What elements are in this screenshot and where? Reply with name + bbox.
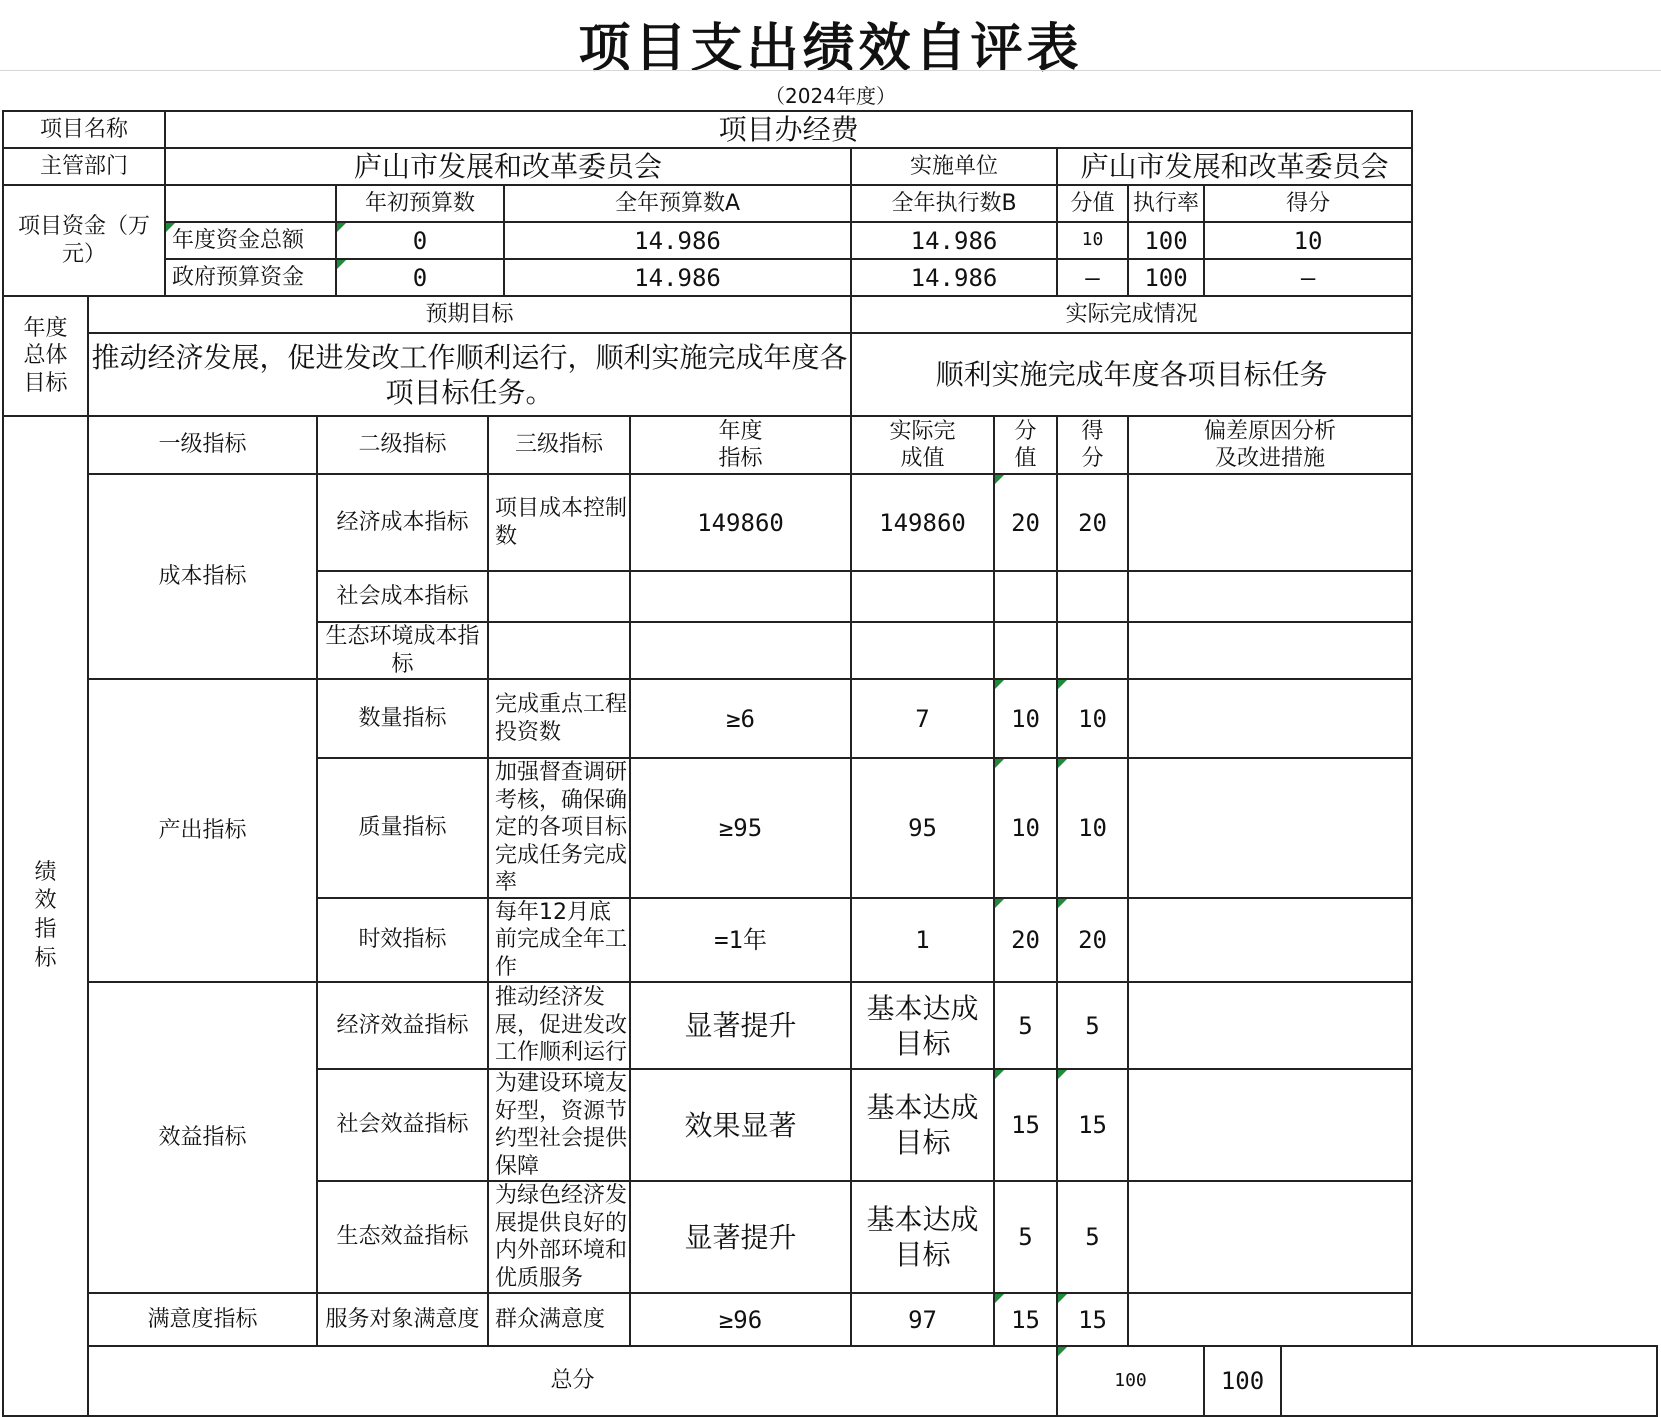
indicator-analysis	[1128, 1069, 1412, 1181]
project-name-value: 项目办经费	[165, 111, 1412, 148]
indicator-score-value: 20	[994, 474, 1057, 571]
indicator-annual: ≥95	[630, 758, 851, 898]
funds-rate: 100	[1128, 259, 1204, 296]
expected-goal-header: 预期目标	[88, 296, 851, 333]
indicator-annual: ≥6	[630, 679, 851, 758]
funds-score-value: —	[1057, 259, 1128, 296]
indicator-level2: 社会效益指标	[317, 1069, 488, 1181]
indicator-level3: 为绿色经济发展提供良好的内外部环境和优质服务	[488, 1181, 630, 1293]
actual-completion-text: 顺利实施完成年度各项目标任务	[851, 333, 1412, 416]
indicator-analysis	[1128, 474, 1412, 571]
indicator-score-value: 10	[994, 758, 1057, 898]
funds-header-initial: 年初预算数	[336, 185, 504, 222]
indicator-annual	[630, 622, 851, 679]
indicator-score: 10	[1057, 758, 1128, 898]
total-score-value: 100	[1057, 1346, 1204, 1416]
indicator-actual: 149860	[851, 474, 994, 571]
indicator-annual: 显著提升	[630, 1181, 851, 1293]
funds-header-annual: 全年预算数A	[504, 185, 851, 222]
expected-goal-text: 推动经济发展，促进发改工作顺利运行，顺利实施完成年度各项目标任务。	[88, 333, 851, 416]
indicator-actual: 基本达成目标	[851, 1181, 994, 1293]
indicator-annual: 显著提升	[630, 982, 851, 1069]
indicator-score-value: 20	[994, 898, 1057, 983]
indicator-score: 10	[1057, 679, 1128, 758]
funds-score: —	[1204, 259, 1412, 296]
indicator-actual: 95	[851, 758, 994, 898]
header-level3: 三级指标	[488, 416, 630, 474]
indicator-level2: 经济成本指标	[317, 474, 488, 571]
header-level2: 二级指标	[317, 416, 488, 474]
indicator-score-value: 5	[994, 1181, 1057, 1293]
group-satisfaction: 满意度指标	[88, 1293, 317, 1346]
funds-row-label: 政府预算资金	[165, 259, 336, 296]
indicator-score: 5	[1057, 1181, 1128, 1293]
funds-score: 10	[1204, 222, 1412, 259]
indicator-level3	[488, 571, 630, 622]
total-blank	[1281, 1346, 1657, 1416]
funds-header-score: 得分	[1204, 185, 1412, 222]
indicator-annual: 效果显著	[630, 1069, 851, 1181]
indicator-annual: =1年	[630, 898, 851, 983]
funds-initial: 0	[336, 259, 504, 296]
indicator-score: 15	[1057, 1069, 1128, 1181]
funds-score-value: 10	[1057, 222, 1128, 259]
header-score: 得分	[1057, 416, 1128, 474]
performance-indicators-label: 绩效指标	[3, 416, 88, 1416]
indicator-level2: 时效指标	[317, 898, 488, 983]
group-cost: 成本指标	[88, 474, 317, 679]
indicator-level3	[488, 622, 630, 679]
indicator-actual: 7	[851, 679, 994, 758]
header-level1: 一级指标	[88, 416, 317, 474]
funds-initial: 0	[336, 222, 504, 259]
group-output: 产出指标	[88, 679, 317, 982]
indicator-level3: 加强督查调研考核，确保确定的各项目标完成任务完成率	[488, 758, 630, 898]
header-analysis: 偏差原因分析及改进措施	[1128, 416, 1412, 474]
funds-header-executed: 全年执行数B	[851, 185, 1057, 222]
header-actual: 实际完成值	[851, 416, 994, 474]
indicator-level2: 社会成本指标	[317, 571, 488, 622]
funds-blank-header	[165, 185, 336, 222]
indicator-level3: 为建设环境友好型，资源节约型社会提供保障	[488, 1069, 630, 1181]
indicator-score: 5	[1057, 982, 1128, 1069]
indicator-score-value: 5	[994, 982, 1057, 1069]
group-benefit: 效益指标	[88, 982, 317, 1293]
funds-executed: 14.986	[851, 222, 1057, 259]
funds-executed: 14.986	[851, 259, 1057, 296]
funds-header-rate: 执行率	[1128, 185, 1204, 222]
indicator-level2: 生态效益指标	[317, 1181, 488, 1293]
indicator-actual: 基本达成目标	[851, 982, 994, 1069]
funds-row-label: 年度资金总额	[165, 222, 336, 259]
indicator-score: 20	[1057, 898, 1128, 983]
funds-rate: 100	[1128, 222, 1204, 259]
indicator-analysis	[1128, 679, 1412, 758]
indicator-level3: 推动经济发展，促进发改工作顺利运行	[488, 982, 630, 1069]
evaluation-table	[2, 110, 1658, 1417]
indicator-score: 15	[1057, 1293, 1128, 1346]
indicator-level2: 生态环境成本指标	[317, 622, 488, 679]
indicator-analysis	[1128, 571, 1412, 622]
indicator-level2: 质量指标	[317, 758, 488, 898]
page-title: 项目支出绩效自评表	[578, 18, 1083, 79]
total-score: 100	[1204, 1346, 1281, 1416]
indicator-level3: 完成重点工程投资数	[488, 679, 630, 758]
indicator-level2: 服务对象满意度	[317, 1293, 488, 1346]
indicator-actual	[851, 571, 994, 622]
annual-goals-label: 年度总体目标	[3, 296, 88, 416]
year-subtitle: （2024年度）	[765, 84, 896, 108]
indicator-level3: 每年12月底前完成全年工作	[488, 898, 630, 983]
indicator-actual	[851, 622, 994, 679]
funds-label: 项目资金（万元）	[3, 185, 165, 296]
indicator-annual: 149860	[630, 474, 851, 571]
indicator-actual: 97	[851, 1293, 994, 1346]
department-label: 主管部门	[3, 148, 165, 185]
implementing-unit-label: 实施单位	[851, 148, 1057, 185]
implementing-unit-value: 庐山市发展和改革委员会	[1057, 148, 1412, 185]
indicator-level2: 数量指标	[317, 679, 488, 758]
header-annual: 年度指标	[630, 416, 851, 474]
indicator-score-value: 15	[994, 1293, 1057, 1346]
funds-annual: 14.986	[504, 259, 851, 296]
funds-header-score-value: 分值	[1057, 185, 1128, 222]
indicator-analysis	[1128, 622, 1412, 679]
indicator-analysis	[1128, 758, 1412, 898]
indicator-level3: 项目成本控制数	[488, 474, 630, 571]
indicator-analysis	[1128, 982, 1412, 1069]
indicator-annual: ≥96	[630, 1293, 851, 1346]
total-label: 总分	[88, 1346, 1057, 1416]
indicator-annual	[630, 571, 851, 622]
indicator-level3: 群众满意度	[488, 1293, 630, 1346]
indicator-actual: 基本达成目标	[851, 1069, 994, 1181]
indicator-score-value: 15	[994, 1069, 1057, 1181]
indicator-score	[1057, 622, 1128, 679]
department-value: 庐山市发展和改革委员会	[165, 148, 851, 185]
indicator-analysis	[1128, 1181, 1412, 1293]
indicator-score-value: 10	[994, 679, 1057, 758]
indicator-score	[1057, 571, 1128, 622]
project-name-label: 项目名称	[3, 111, 165, 148]
header-score-value: 分值	[994, 416, 1057, 474]
indicator-analysis	[1128, 1293, 1412, 1346]
indicator-score-value	[994, 571, 1057, 622]
divider	[0, 70, 1661, 71]
indicator-level2: 经济效益指标	[317, 982, 488, 1069]
indicator-score-value	[994, 622, 1057, 679]
actual-completion-header: 实际完成情况	[851, 296, 1412, 333]
indicator-score: 20	[1057, 474, 1128, 571]
funds-annual: 14.986	[504, 222, 851, 259]
indicator-analysis	[1128, 898, 1412, 983]
indicator-actual: 1	[851, 898, 994, 983]
